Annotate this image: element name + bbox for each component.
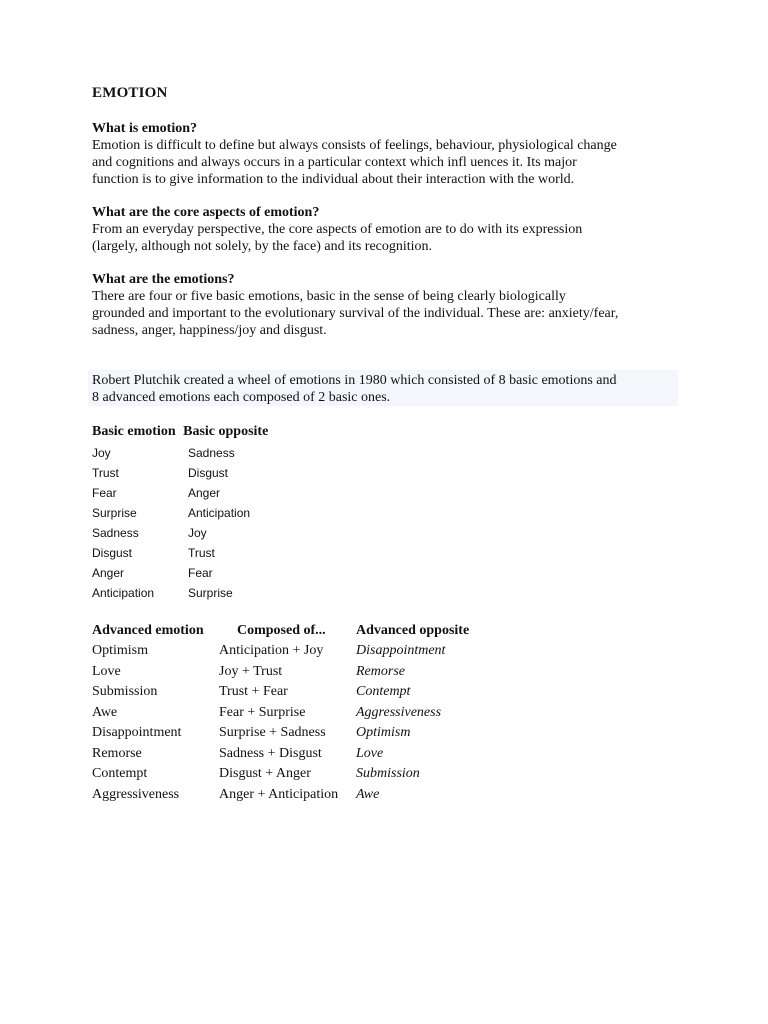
- basic-opposite-cell: Anticipation: [188, 506, 251, 520]
- header-basic-opposite: Basic opposite: [183, 424, 269, 439]
- table-row: [92, 586, 392, 606]
- basic-opposite-cell: Surprise: [188, 586, 233, 600]
- advanced-opposite-cell: Love: [356, 746, 384, 761]
- question-core-aspects: What are the core aspects of emotion?: [92, 205, 320, 220]
- paragraph-line: sadness, anger, happiness/joy and disgust.: [92, 323, 327, 338]
- advanced-table-header: [92, 623, 692, 643]
- table-row: [92, 546, 392, 566]
- basic-opposite-cell: Disgust: [188, 466, 229, 480]
- paragraph-line: (largely, although not solely, by the face) and its recognition.: [92, 239, 433, 254]
- advanced-emotion-cell: Love: [92, 664, 121, 679]
- question-what-is-emotion: What is emotion?: [92, 121, 197, 136]
- advanced-opposite-cell: Aggressiveness: [356, 705, 442, 720]
- paragraph-line: Emotion is difficult to define but always consists of feelings, behaviour, physiological change: [92, 138, 617, 153]
- advanced-emotion-cell: Submission: [92, 684, 158, 699]
- header-advanced-opposite: Advanced opposite: [356, 623, 470, 638]
- basic-emotion-cell: Fear: [92, 486, 117, 500]
- basic-emotion-cell: Joy: [92, 446, 111, 460]
- basic-emotion-cell: Sadness: [92, 526, 139, 540]
- basic-opposite-cell: Trust: [188, 546, 215, 560]
- composed-of-cell: Sadness + Disgust: [219, 746, 322, 761]
- paragraph-line: and cognitions and always occurs in a particular context which infl uences it. Its major: [92, 155, 577, 170]
- composed-of-cell: Anticipation + Joy: [219, 643, 324, 658]
- advanced-opposite-cell: Remorse: [356, 664, 405, 679]
- answer-core-aspects: [92, 221, 682, 255]
- advanced-opposite-cell: Submission: [356, 766, 420, 781]
- basic-emotion-cell: Anger: [92, 566, 125, 580]
- table-row: [92, 526, 392, 546]
- table-row: [92, 725, 692, 745]
- plutchik-paragraph: [92, 372, 682, 406]
- composed-of-cell: Disgust + Anger: [219, 766, 311, 781]
- basic-emotion-cell: Disgust: [92, 546, 133, 560]
- basic-opposite-cell: Sadness: [188, 446, 235, 460]
- table-row: [92, 506, 392, 526]
- table-row: [92, 705, 692, 725]
- advanced-emotion-cell: Remorse: [92, 746, 142, 761]
- paragraph-line: There are four or five basic emotions, basic in the sense of being clearly biologically: [92, 289, 566, 304]
- answer-what-are-emotions: [92, 288, 682, 339]
- composed-of-cell: Surprise + Sadness: [219, 725, 326, 740]
- table-row: [92, 466, 392, 486]
- header-basic-emotion: Basic emotion: [92, 424, 176, 439]
- advanced-emotion-cell: Contempt: [92, 766, 148, 781]
- advanced-opposite-cell: Contempt: [356, 684, 411, 699]
- basic-table-header: [92, 424, 268, 440]
- composed-of-cell: Fear + Surprise: [219, 705, 306, 720]
- composed-of-cell: Trust + Fear: [219, 684, 288, 699]
- basic-emotion-cell: Surprise: [92, 506, 137, 520]
- table-row: [92, 566, 392, 586]
- composed-of-cell: Joy + Trust: [219, 664, 283, 679]
- paragraph-line: 8 advanced emotions each composed of 2 basic ones.: [92, 390, 391, 405]
- answer-what-is-emotion: [92, 137, 682, 188]
- basic-opposite-cell: Anger: [188, 486, 221, 500]
- advanced-opposite-cell: Disappointment: [356, 643, 446, 658]
- paragraph-line: function is to give information to the individual about their interaction with the world.: [92, 172, 575, 187]
- table-row: [92, 486, 392, 506]
- basic-opposite-cell: Fear: [188, 566, 213, 580]
- table-row: [92, 746, 692, 766]
- basic-emotion-cell: Trust: [92, 466, 119, 480]
- table-row: [92, 643, 692, 663]
- question-what-are-emotions: What are the emotions?: [92, 272, 235, 287]
- advanced-opposite-cell: Optimism: [356, 725, 411, 740]
- basic-opposite-cell: Joy: [188, 526, 207, 540]
- advanced-opposite-cell: Awe: [356, 787, 380, 802]
- basic-emotion-cell: Anticipation: [92, 586, 155, 600]
- advanced-emotion-cell: Optimism: [92, 643, 149, 658]
- paragraph-line: grounded and important to the evolutionary survival of the individual. These are: anxiety/fear,: [92, 306, 619, 321]
- table-row: [92, 766, 692, 786]
- paragraph-line: From an everyday perspective, the core aspects of emotion are to do with its expression: [92, 222, 583, 237]
- advanced-emotion-cell: Disappointment: [92, 725, 182, 740]
- paragraph-line: Robert Plutchik created a wheel of emotions in 1980 which consisted of 8 basic emotions and: [92, 373, 617, 388]
- document-title: EMOTION: [92, 85, 168, 101]
- header-advanced-emotion: Advanced emotion: [92, 623, 204, 638]
- table-row: [92, 446, 392, 466]
- table-row: [92, 664, 692, 684]
- table-row: [92, 684, 692, 704]
- header-composed-of: Composed of...: [237, 623, 326, 638]
- advanced-emotion-cell: Aggressiveness: [92, 787, 180, 802]
- advanced-emotion-cell: Awe: [92, 705, 118, 720]
- composed-of-cell: Anger + Anticipation: [219, 787, 339, 802]
- table-row: [92, 787, 692, 807]
